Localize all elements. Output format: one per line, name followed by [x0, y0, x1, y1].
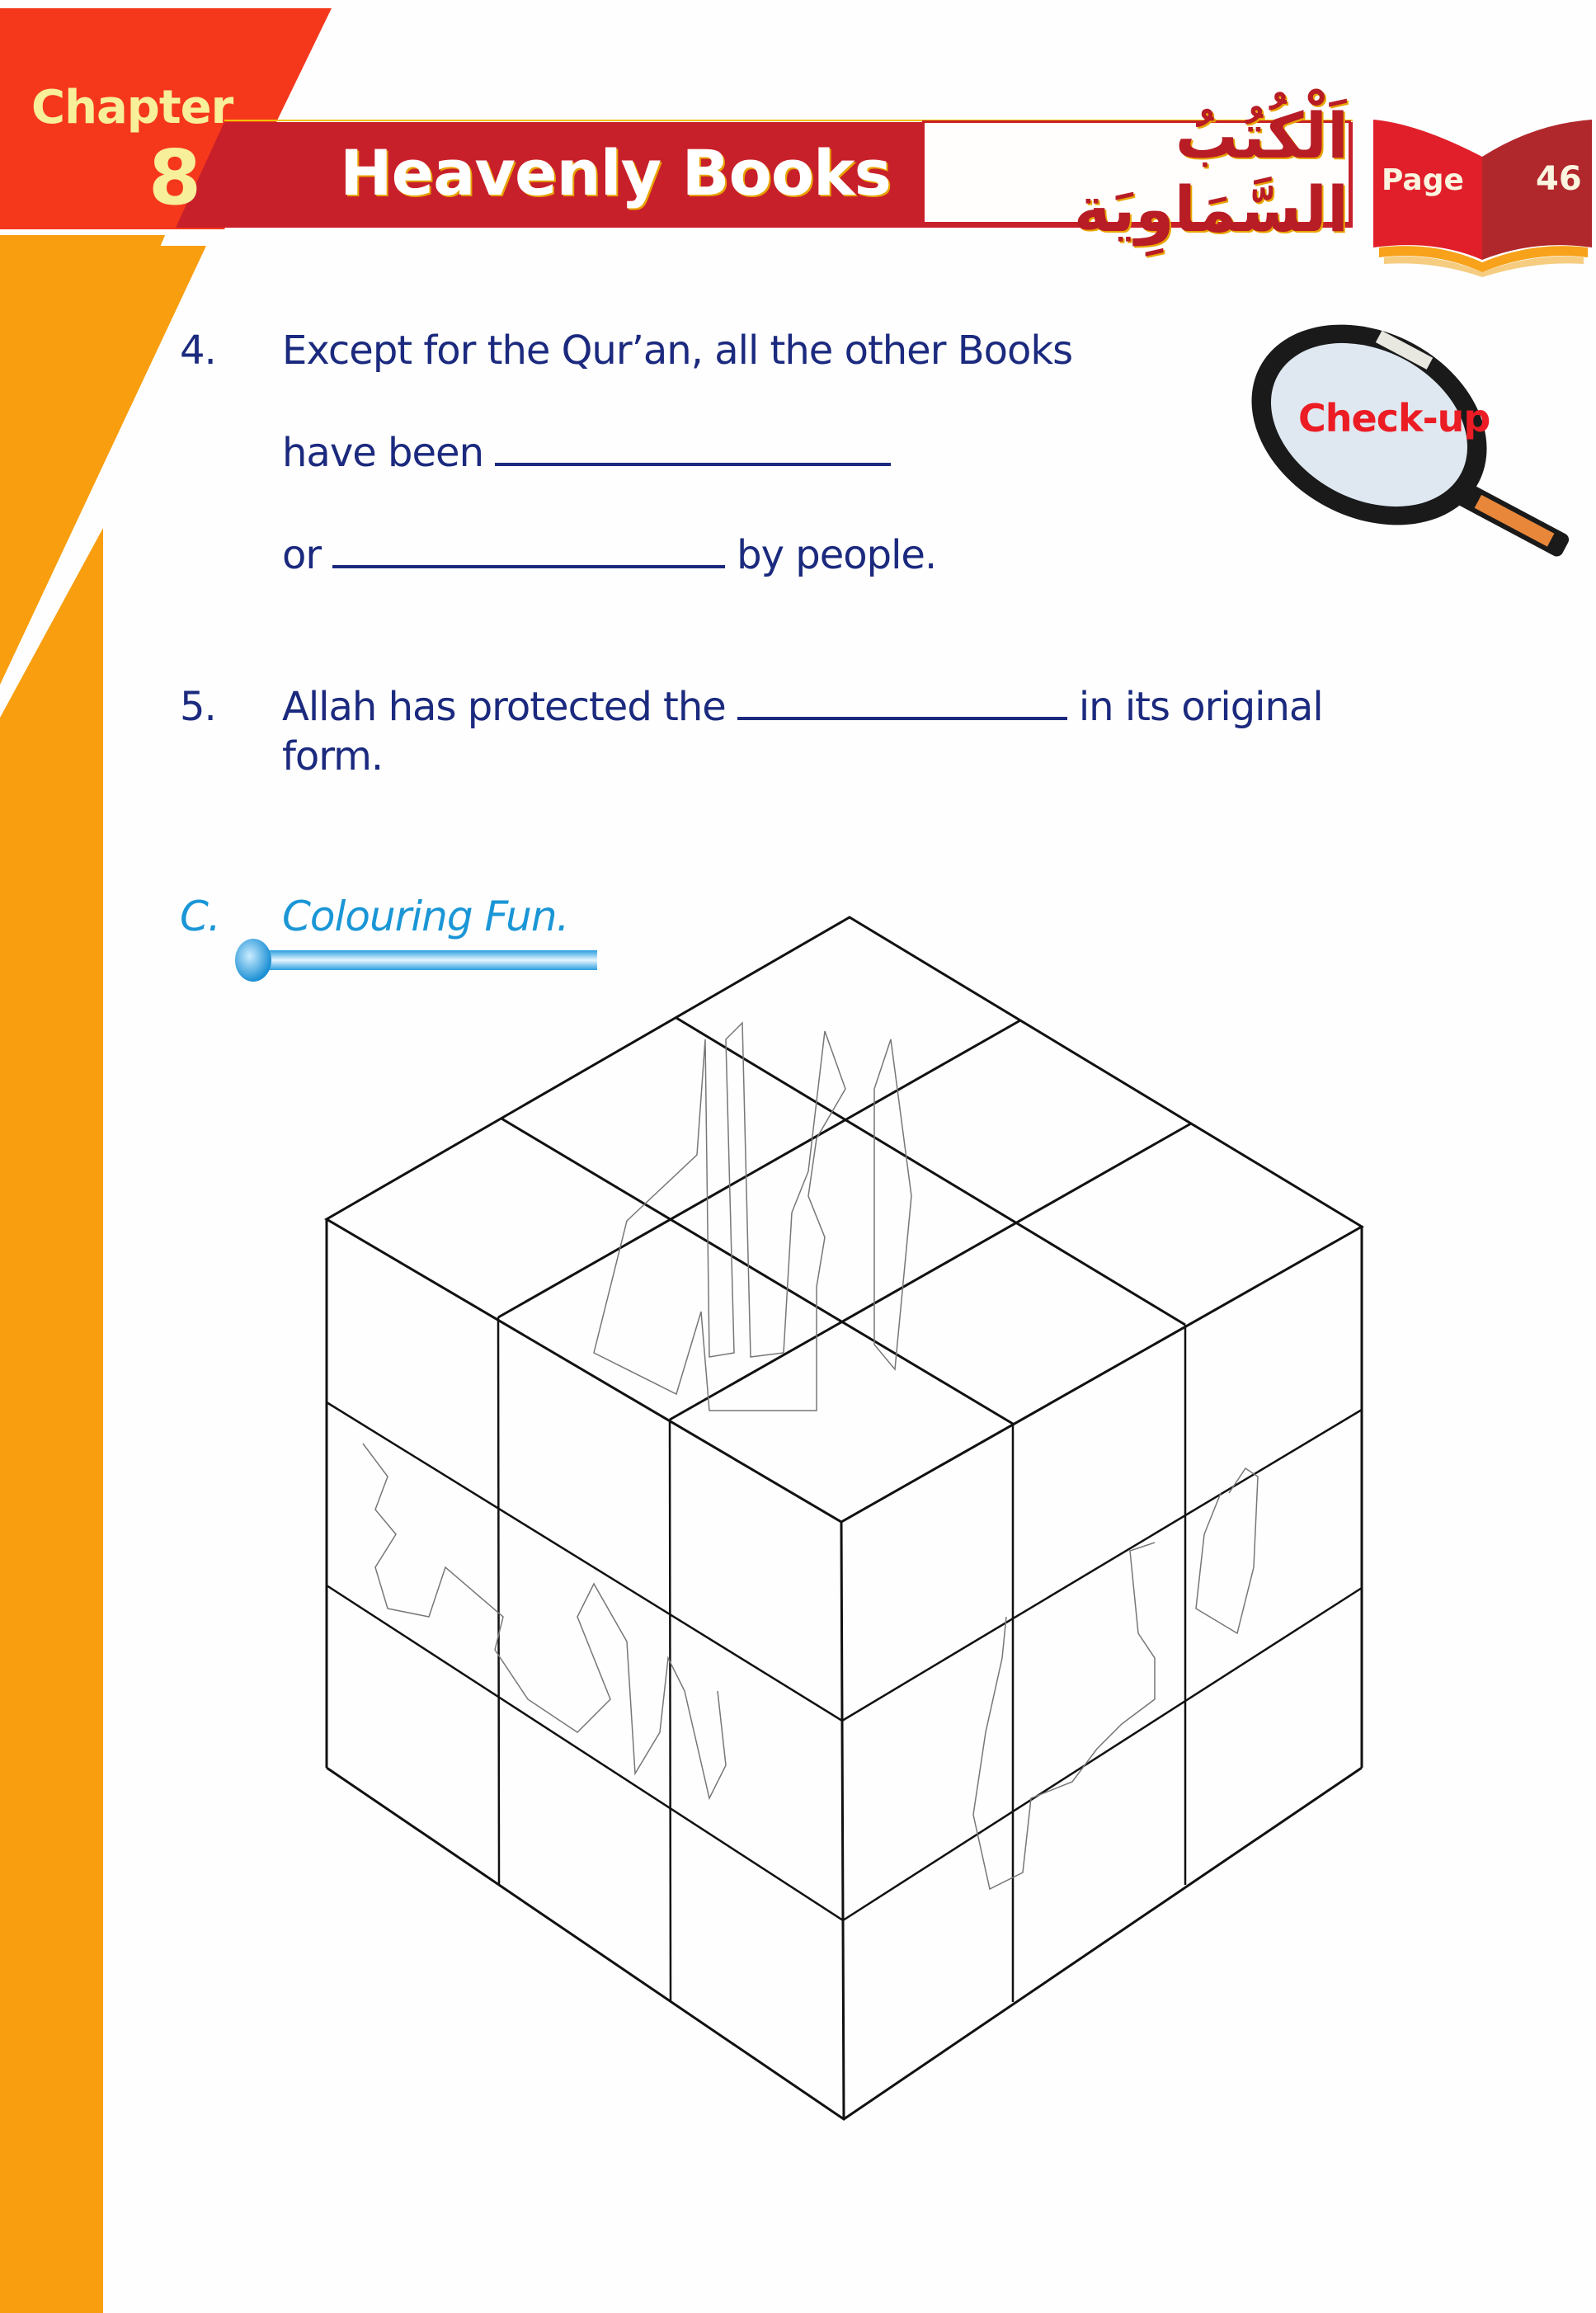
- arabic-title: اَلْكُتُبُ السَّمَاوِيَة: [1073, 99, 1349, 246]
- chapter-number: 8: [148, 134, 202, 222]
- page-label: Page: [1382, 163, 1464, 197]
- checkup-badge: Check-up: [1298, 396, 1490, 440]
- question-4-line2: [282, 431, 902, 476]
- calligraphy-outlines: [363, 1023, 1258, 1889]
- question-5-suffix: in its original: [1078, 684, 1323, 730]
- question-4-line2-prefix: have been: [282, 430, 483, 476]
- colouring-cube: [327, 917, 1362, 2119]
- chapter-label: Chapter: [31, 81, 233, 134]
- section-underline-decoration: [235, 939, 597, 982]
- question-5-number: 5.: [180, 684, 216, 730]
- question-4-line3-suffix: by people.: [737, 532, 937, 578]
- section-c-title: Colouring Fun.: [282, 893, 569, 940]
- question-5-line1: [282, 685, 1323, 730]
- page-book-icon: [1373, 120, 1592, 277]
- question-4-line1: Except for the Qur’an, all the other Books: [282, 327, 1073, 374]
- question-4-line3-prefix: or: [282, 532, 322, 578]
- page-number: 46: [1536, 160, 1582, 198]
- answer-blank-4a[interactable]: [495, 462, 891, 466]
- arabic-title-box: [922, 99, 1351, 246]
- answer-blank-5[interactable]: [737, 716, 1067, 720]
- section-c-letter: C.: [180, 893, 220, 940]
- question-4-line3: [282, 533, 936, 578]
- sidebar-decoration: [0, 235, 206, 2313]
- magnifying-glass-icon: [1217, 285, 1596, 615]
- question-5-prefix: Allah has protected the: [282, 684, 726, 730]
- question-5-line2: form.: [282, 733, 384, 780]
- question-4-number: 4.: [180, 327, 216, 374]
- page-title: Heavenly Books: [340, 136, 891, 210]
- answer-blank-4b[interactable]: [332, 564, 725, 568]
